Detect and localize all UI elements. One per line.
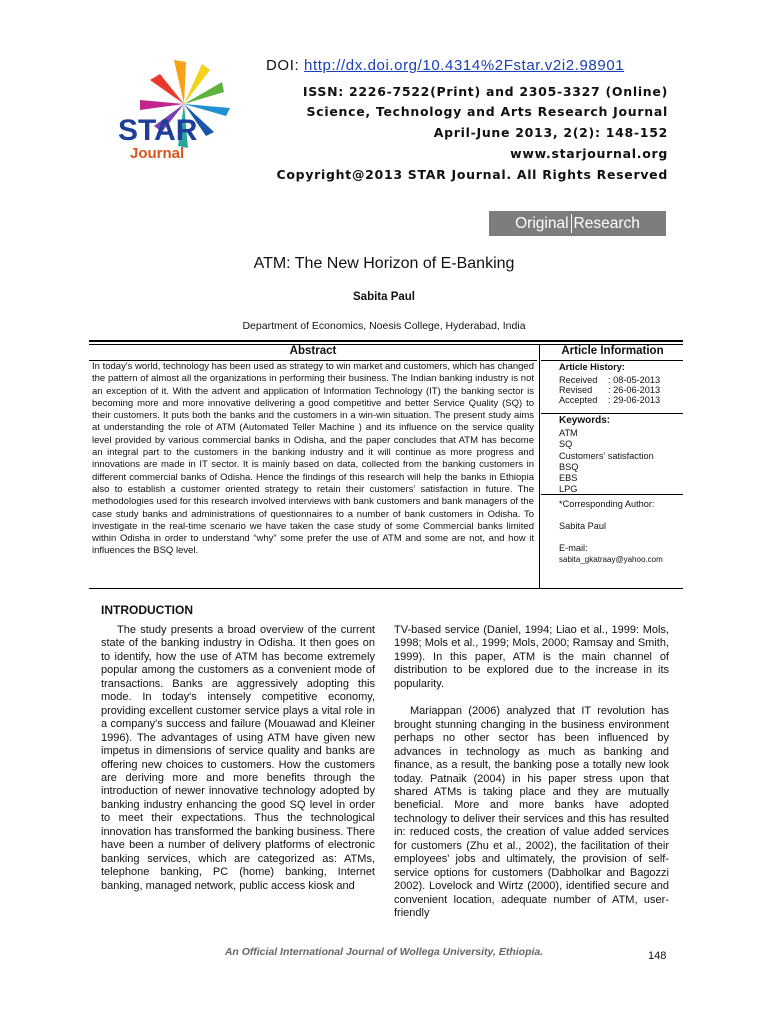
doi-link[interactable]: http://dx.doi.org/10.4314%2Fstar.v2i2.98901 <box>304 57 625 74</box>
logo-journal-text: Journal <box>130 145 185 162</box>
journal-logo <box>112 58 262 168</box>
keyword-item: SQ <box>559 439 573 450</box>
star-burst-icon <box>112 58 262 168</box>
keywords-list <box>559 428 654 496</box>
article-info-heading: Article Information <box>561 345 664 357</box>
box-top-rule <box>89 340 683 342</box>
body-column-right <box>394 624 669 921</box>
history-rule <box>541 413 683 414</box>
corresponding-author-label: *Corresponding Author: <box>559 499 655 509</box>
banner-part1: Original <box>515 214 569 232</box>
paragraph: TV-based service (Daniel, 1994; Liao et al., 1999: Mols, 1998; Mols et al., 1999; Mols, 2000; Ramsay and Smith, 1999). In this paper, ATM is the main channel of distribution to be explored due to the increase in its popularity. <box>394 624 669 690</box>
box-bottom-rule <box>89 588 683 589</box>
article-author: Sabita Paul <box>353 291 415 303</box>
keywords-label: Keywords: <box>559 415 611 426</box>
issn-line: ISSN: 2226-7522(Print) and 2305-3327 (Online) <box>302 84 668 99</box>
journal-name: Science, Technology and Arts Research Journal <box>306 104 668 119</box>
banner-divider <box>571 214 572 233</box>
footer-journal-note: An Official International Journal of Wollega University, Ethiopia. <box>224 946 544 958</box>
history-accepted: Accepted : 29-06-2013 <box>559 395 661 405</box>
section-heading-introduction: INTRODUCTION <box>101 603 193 617</box>
email-label: E-mail: <box>559 543 588 553</box>
corresponding-author-name: Sabita Paul <box>559 521 606 531</box>
journal-website: www.starjournal.org <box>510 146 668 161</box>
doi-label: DOI: <box>266 57 300 74</box>
keyword-item: EBS <box>559 473 578 484</box>
paragraph: Mariappan (2006) analyzed that IT revolution has brought stunning changing in the business environment perhaps no other sector has been influenced by advances in technology as much as banking and finance, as a result, the banking pose a totally new look today. Patnaik (2004) in his paper stress upon that shared ATMs is taking place and they are mutually beneficial. More and more banks have adopted technology to deliver their services and this has resulted in: reduced costs, the creation of value added services for customers (Zhu et al., 2002), the facilitation of their employees' jobs and ultimately, the provision of self-service options for customers (Dabholkar and Bagozzi 2002). Lovelock and Wirtz (2000), identified secure and convenient location, adequate number of ATM, user-friendly <box>394 705 669 920</box>
page-number: 148 <box>648 950 667 962</box>
abstract-heading: Abstract <box>289 345 337 357</box>
copyright-line: Copyright@2013 STAR Journal. All Rights Reserved <box>276 167 668 182</box>
author-affiliation: Department of Economics, Noesis College, Hyderabad, India <box>242 320 526 332</box>
box-divider <box>539 344 540 589</box>
history-list <box>559 375 660 405</box>
keyword-item: Customers' satisfaction <box>559 450 654 461</box>
history-received: Received : 08-05-2013 <box>559 375 661 385</box>
abstract-text: In today's world, technology has been used as strategy to win market and customers, which has changed the pattern of almost all the organizations in performing their business. The Indian banking industry is not an exception of it. With the advent and application of Information Technology (IT) the banking sector is becoming more and more innovative delivering a good competitive and better Service Quality (SQ) to their customers. It puts both the banks and the customers in a win-win situation. The present study aims at understanding the role of ATM (Automated Teller Machine ) and its influence on the service quality level provided by various commercial banks in Odisha, and the paper concludes that ATM has become an integral part to the customers in the banking industry and it will continue as more progress and innovations are made in IT sector. It is mainly based on data, collected from the banking customers in different commercial banks of Odisha. Hence the findings of this research will help the banks in Ethiopia also to establish a customer oriented strategy to retain their customers' satisfaction in future. The methodologies used for this research involved interviews with bank customers and bank managers of the case study banks and administrations of questionnaires to a number of bank customers in Odisha. To investigate in the real-time scenario we have taken the case study of some Commercial banks limited within Odisha in order to understand “why” some prefer the use of ATM and some are not, and how it influences the BSQ level. <box>92 361 534 557</box>
logo-star-text: STAR <box>118 114 198 147</box>
history-label: Article History: <box>559 362 625 372</box>
issue-info: April-June 2013, 2(2): 148-152 <box>433 125 668 140</box>
paragraph: The study presents a broad overview of the current state of the banking industry in Odisha. It then goes on to identify, how the use of ATM has become extremely popular among the customers as a convenient mode of transactions. Banks are aggressively adopting this mode. In today's intensely competitive economy, providing excellent customer service plays a vital role in a company's success and failure (Mouawad and Kleiner 1996). The advantages of using ATM have given new impetus in dimensions of service quality and banks are offering new choices to customers. How the customers are deriving more and more benefits through the introduction of newer innovative technology adopted by banking industry enhancing the good SQ level in order to meet their expectations. Thus the technological innovation has transformed the banking business. There have been a number of delivery platforms of electronic banking services, which are categorized as: ATMs, telephone banking, PC (home) banking, Internet banking, managed network, public access kiosk and <box>101 624 375 892</box>
banner-part2: Research <box>573 214 640 232</box>
info-head-rule <box>541 360 683 361</box>
doi-line <box>266 57 624 74</box>
keyword-item: BSQ <box>559 461 579 472</box>
keyword-item: ATM <box>559 428 578 438</box>
article-title: ATM: The New Horizon of E-Banking <box>253 255 515 272</box>
history-revised: Revised : 26-06-2013 <box>559 385 661 395</box>
body-column-left <box>101 624 375 893</box>
keyword-item: LPG <box>559 484 578 495</box>
article-type-banner <box>489 211 666 236</box>
author-email: sabita_gkatraay@yahoo.com <box>559 555 663 564</box>
